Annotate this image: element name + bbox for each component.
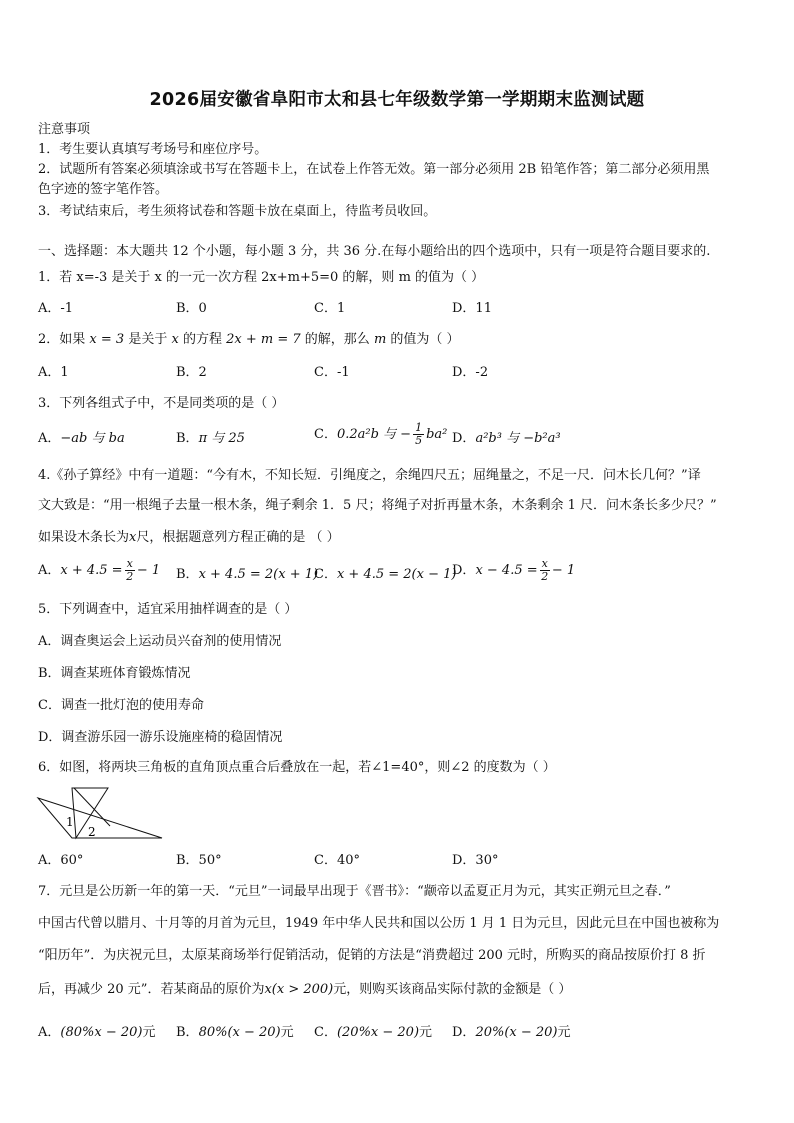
q2-math: 2x + m = 7 <box>226 332 301 347</box>
question-5-stem: 5．下列调查中，适宜采用抽样调查的是（ ） <box>38 602 298 617</box>
q2-text: 2．如果 <box>38 332 86 347</box>
question-3-stem: 3．下列各组式子中，不是同类项的是（ ） <box>38 396 285 411</box>
q7-text: 元，则购买该商品实际付款的金额是（ ） <box>333 982 572 997</box>
q4-text: 尺，根据题意列方程正确的是 （ ） <box>136 530 340 545</box>
q7-math: x(x > 200) <box>264 982 334 997</box>
q1-option-a: A．-1 <box>38 301 74 316</box>
q2-text: 的方程 <box>182 332 222 347</box>
fraction <box>125 558 135 583</box>
option-unit: 元 <box>419 1025 433 1040</box>
option-label: C． <box>314 427 337 442</box>
notice-item: 3．考试结束后，考生须将试卷和答题卡放在桌面上，待监考员收回。 <box>38 204 437 219</box>
q5-option-b: B．调查某班体育锻炼情况 <box>38 666 191 681</box>
option-math: x − 4.5 = <box>475 563 538 578</box>
option-label: A． <box>38 431 61 446</box>
option-unit: 元 <box>142 1025 156 1040</box>
option-math: (20%x − 20) <box>336 1025 420 1040</box>
q2-math: x <box>171 332 179 347</box>
triangle-shape <box>38 798 162 838</box>
option-math: ba² <box>426 427 448 442</box>
question-1-stem: 1．若 x=-3 是关于 x 的一元一次方程 2x+m+5=0 的解，则 m 的值为（ ） <box>38 270 485 285</box>
option-label: D． <box>452 431 476 446</box>
angle-2-label: 2 <box>88 825 96 839</box>
option-math: π 与 25 <box>198 431 245 446</box>
q7-text: 后，再减少 20 元”．若某商品的原价为 <box>38 982 265 997</box>
q2-option-a: A．1 <box>38 365 69 380</box>
numerator: x <box>541 557 548 570</box>
option-label: D． <box>452 563 476 578</box>
option-math: − 1 <box>551 563 576 578</box>
question-4-line <box>38 528 340 548</box>
q6-option-c: C．40° <box>314 853 360 868</box>
numerator: x <box>126 557 133 570</box>
option-label: C． <box>314 1025 337 1040</box>
option-unit: 元 <box>280 1025 294 1040</box>
notice-heading: 注意事项 <box>38 122 91 137</box>
notice-item: 色字迹的签字笔作答。 <box>38 182 169 197</box>
denominator: 2 <box>126 570 134 583</box>
q3-option-c <box>314 422 447 447</box>
q4-math: x <box>129 530 137 545</box>
option-math: − 1 <box>136 563 161 578</box>
option-math: x + 4.5 = 2(x + 1) <box>198 567 319 582</box>
option-math: x + 4.5 = 2(x − 1) <box>336 567 457 582</box>
option-label: B． <box>176 431 199 446</box>
option-label: C． <box>314 567 337 582</box>
denominator: 2 <box>541 570 549 583</box>
option-label: A． <box>38 1025 61 1040</box>
denominator: 5 <box>415 434 423 447</box>
q2-text: 是关于 <box>128 332 168 347</box>
question-6-stem: 6．如图，将两块三角板的直角顶点重合后叠放在一起，若∠1=40°，则∠2 的度数为（ ） <box>38 760 556 775</box>
notice-item: 2．试题所有答案必须填涂或书写在答题卡上，在试卷上作答无效。第一部分必须用 2B 铅笔作答；第二部分必须用黑 <box>38 162 710 177</box>
fraction <box>540 558 550 583</box>
page-title: 2026届安徽省阜阳市太和县七年级数学第一学期期末监测试题 <box>149 90 645 110</box>
q4-option-d <box>452 558 575 583</box>
option-label: B． <box>176 1025 199 1040</box>
q7-option-b <box>176 1022 294 1044</box>
q6-option-a: A．60° <box>38 853 84 868</box>
q3-option-d <box>452 428 561 450</box>
q1-option-c: C．1 <box>314 301 346 316</box>
section-heading: 一、选择题：本大题共 12 个小题，每小题 3 分，共 36 分.在每小题给出的四个选项中，只有一项是符合题目要求的. <box>38 244 711 259</box>
question-7-line: “阳历年”．为庆祝元旦，太原某商场举行促销活动，促销的方法是“消费超过 200 元时，所购买的商品按原价打 8 折 <box>38 948 706 963</box>
q4-option-b <box>176 564 318 586</box>
option-math: 0.2a²b 与 − <box>336 427 412 442</box>
option-label: A． <box>38 563 61 578</box>
question-4-line: 4.《孙子算经》中有一道题：“今有木，不知长短．引绳度之，余绳四尺五；屈绳量之，不足一尺．问木长几何？”译 <box>38 468 701 483</box>
option-unit: 元 <box>557 1025 571 1040</box>
q7-option-a <box>38 1022 155 1044</box>
q6-option-b: B．50° <box>176 853 222 868</box>
q4-option-c <box>314 564 456 586</box>
fraction <box>413 422 424 447</box>
notice-item: 1．考生要认真填写考场号和座位序号。 <box>38 142 268 157</box>
q6-option-d: D．30° <box>452 853 499 868</box>
option-math: −ab 与 ba <box>60 431 125 446</box>
q1-option-d: D．11 <box>452 301 492 316</box>
option-math: 80%(x − 20) <box>198 1025 281 1040</box>
q4-option-a <box>38 558 160 583</box>
q2-text: 的值为（ ） <box>390 332 460 347</box>
q7-option-c <box>314 1022 432 1044</box>
q2-math: m <box>373 332 387 347</box>
question-7-line: 中国古代曾以腊月、十月等的月首为元旦，1949 年中华人民共和国以公历 1 月 1 日为元旦，因此元旦在中国也被称为 <box>38 916 720 931</box>
q2-math: x = 3 <box>89 332 125 347</box>
q4-text: 如果设木条长为 <box>38 530 130 545</box>
q5-option-c: C．调查一批灯泡的使用寿命 <box>38 698 204 713</box>
q5-option-d: D．调查游乐园一游乐设施座椅的稳固情况 <box>38 730 283 745</box>
q2-option-d: D．-2 <box>452 365 489 380</box>
option-math: x + 4.5 = <box>60 563 123 578</box>
q2-option-c: C．-1 <box>314 365 350 380</box>
q2-option-b: B．2 <box>176 365 207 380</box>
option-label: B． <box>176 567 199 582</box>
triangle-figure <box>36 786 166 842</box>
q3-option-a <box>38 428 125 450</box>
question-7-line: 7．元旦是公历新一年的第一天．“元旦”一词最早出现于《晋书》：“颛帝以孟夏正月为元，其实正朔元旦之春．” <box>38 884 671 899</box>
option-label: D． <box>452 1025 476 1040</box>
angle-1-label: 1 <box>66 815 74 829</box>
question-4-line: 文大致是：“用一根绳子去量一根木条，绳子剩余 1．5 尺；将绳子对折再量木条，木条剩余 1 尺．问木条长多少尺？” <box>38 498 717 513</box>
option-math: a²b³ 与 −b²a³ <box>475 431 561 446</box>
option-math: (80%x − 20) <box>60 1025 143 1040</box>
numerator: 1 <box>415 421 423 434</box>
option-math: 20%(x − 20) <box>475 1025 558 1040</box>
q7-option-d <box>452 1022 571 1044</box>
q5-option-a: A．调查奥运会上运动员兴奋剂的使用情况 <box>38 634 282 649</box>
question-2-stem <box>38 330 460 350</box>
question-7-line <box>38 980 571 1000</box>
q3-option-b <box>176 428 245 450</box>
q2-text: 的解，那么 <box>304 332 370 347</box>
q1-option-b: B．0 <box>176 301 207 316</box>
